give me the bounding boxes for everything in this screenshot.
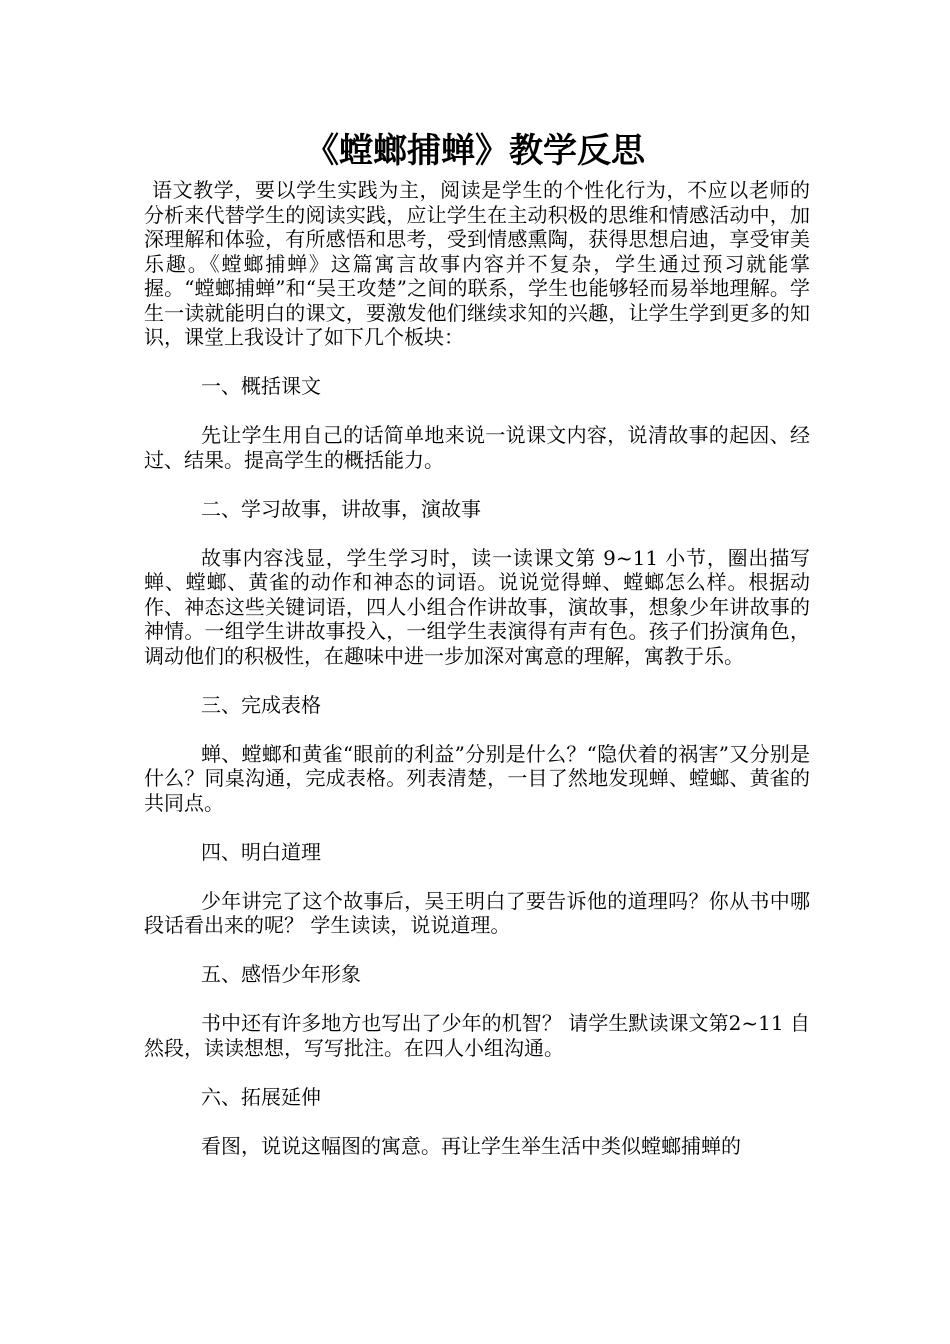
intro-paragraph: 语文教学，要以学生实践为主，阅读是学生的个性化行为，不应以老师的分析来代替学生的阅读实践，应让学生在主动积极的思维和情感活动中，加深理解和体验，有所感悟和思考，受到情感熏陶，获得思想启迪，享受审美乐趣。《螳螂捕蝉》这篇寓言故事内容并不复杂，学生通过预习就能掌握。“螳螂捕蝉”和“吴王攻楚”之间的联系，学生也能够轻而易举地理解。学生一读就能明白的课文，要激发他们继续求知的兴趣，让学生学到更多的知识，课堂上我设计了如下几个板块： <box>144 178 810 349</box>
section-paragraph: 先让学生用自己的话简单地来说一说课文内容，说清故事的起因、经过、结果。提高学生的概括能力。 <box>144 423 810 472</box>
section-heading: 五、感悟少年形象 <box>201 962 361 986</box>
document-title: 《螳螂捕蝉》教学反思 <box>305 131 645 171</box>
section-paragraph: 故事内容浅显，学生学习时，读一读课文第 9~11 小节，圈出描写蝉、螳螂、黄雀的动作和神态的词语。说说觉得蝉、螳螂怎么样。根据动作、神态这些关键词语，四人小组合作讲故事，演故事，想象少年讲故事的神情。一组学生讲故事投入，一组学生表演得有声有色。孩子们扮演角色，调动他们的积极性，在趣味中进一步加深对寓意的理解，寓教于乐。 <box>144 545 810 668</box>
section-heading: 四、明白道理 <box>201 839 321 864</box>
section-heading: 三、完成表格 <box>201 692 321 717</box>
section-paragraph: 书中还有许多地方也写出了少年的机智？ 请学生默读课文第2~11 自然段，读读想想，写写批注。在四人小组沟通。 <box>144 1011 810 1060</box>
section-paragraph: 蝉、螳螂和黄雀“眼前的利益”分别是什么？“隐伏着的祸害”又分别是什么？同桌沟通，完成表格。列表清楚，一目了然地发现蝉、螳螂、黄雀的共同点。 <box>144 741 810 815</box>
section-heading: 六、拓展延伸 <box>201 1084 321 1109</box>
section-paragraph: 看图，说说这幅图的寓意。再让学生举生活中类似螳螂捕蝉的 <box>201 1133 741 1158</box>
document-body <box>144 178 810 1158</box>
section-paragraph: 少年讲完了这个故事后，吴王明白了要告诉他的道理吗？你从书中哪段话看出来的呢？ 学生读读，说说道理。 <box>144 888 810 937</box>
section-heading: 一、概括课文 <box>201 374 321 398</box>
section-heading: 二、学习故事，讲故事，演故事 <box>201 496 481 521</box>
